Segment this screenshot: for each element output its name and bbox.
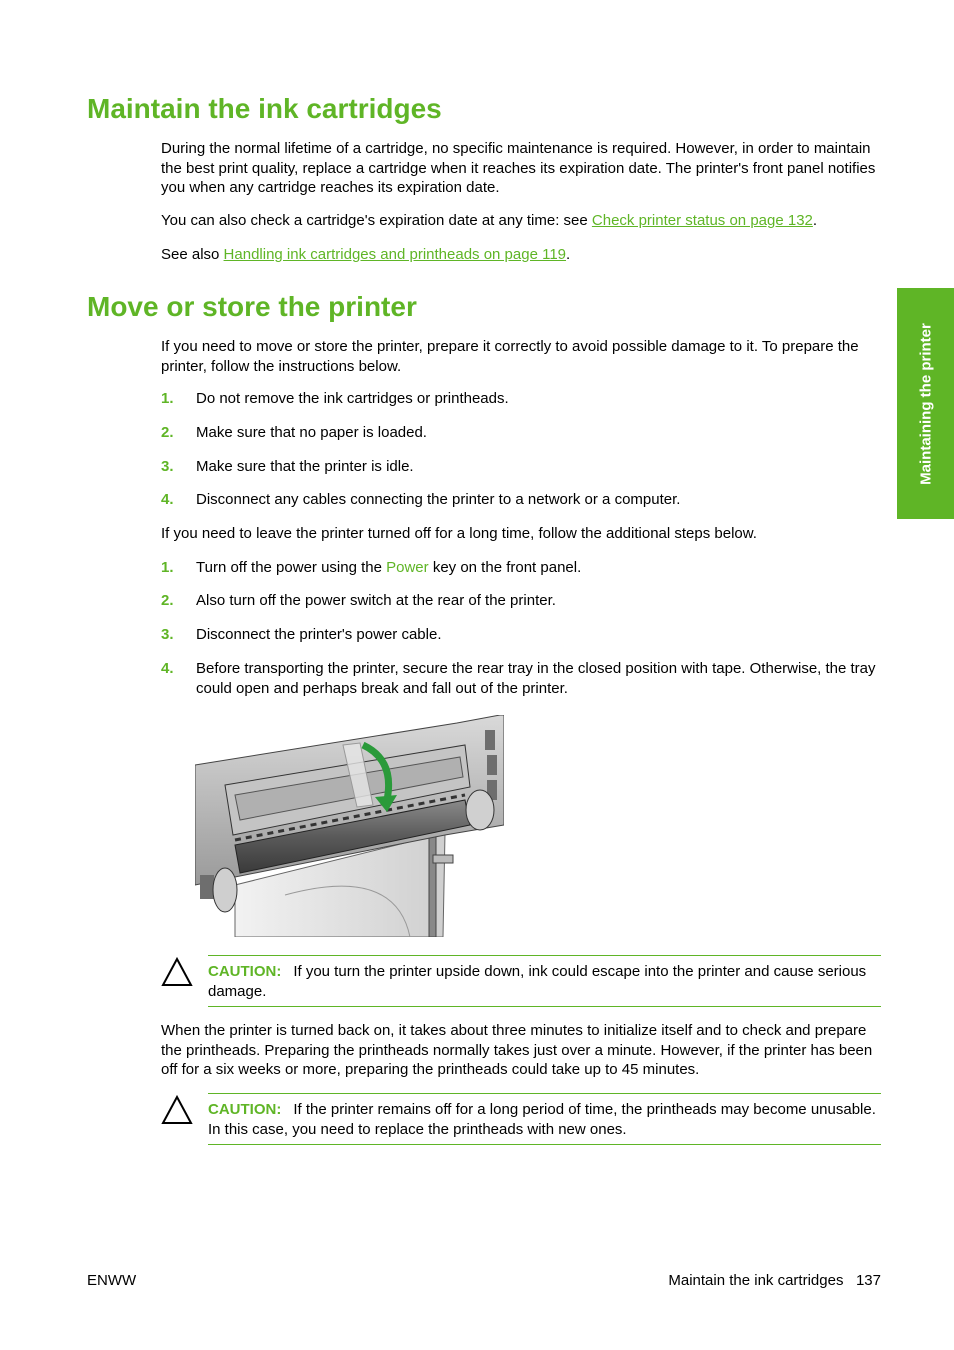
step-number: 4. bbox=[161, 491, 174, 508]
caution-message: If the printer remains off for a long period of time, the printheads may become unusable. In this case, you need to replace the printheads with new ones. bbox=[208, 1101, 876, 1138]
footer-right bbox=[668, 1272, 881, 1289]
caution-box bbox=[161, 955, 885, 1007]
caution-label: CAUTION: bbox=[208, 1101, 282, 1118]
caution-triangle-icon bbox=[161, 957, 193, 987]
footer-left: ENWW bbox=[87, 1272, 137, 1289]
link-handling-ink-cartridges[interactable]: Handling ink cartridges and printheads on page 119 bbox=[223, 246, 567, 263]
paragraph-move-intro: If you need to move or store the printer, prepare it correctly to avoid possible damage to it. To prepare the printer, follow the instructions below. bbox=[161, 338, 859, 375]
power-key-label: Power bbox=[386, 559, 429, 576]
step-text: Disconnect any cables connecting the printer to a network or a computer. bbox=[196, 491, 681, 508]
step-number: 1. bbox=[161, 559, 174, 576]
text: key on the front panel. bbox=[428, 559, 582, 576]
step-number: 1. bbox=[161, 390, 174, 407]
step-text: Disconnect the printer's power cable. bbox=[196, 626, 442, 643]
step-text: Do not remove the ink cartridges or printheads. bbox=[196, 390, 509, 407]
heading-move-or-store: Move or store the printer bbox=[87, 291, 417, 322]
text: . bbox=[566, 246, 571, 263]
step-text bbox=[196, 558, 886, 578]
paragraph-maintenance: During the normal lifetime of a cartridge, no specific maintenance is required. However, in order to maintain the best print quality, replace a cartridge when it reaches its expiration date. The printer's front panel notifies you when any cartridge reaches its expiration date. bbox=[161, 140, 876, 196]
paragraph-expiration-check bbox=[161, 211, 885, 231]
caution-label: CAUTION: bbox=[208, 963, 282, 980]
divider bbox=[208, 1006, 881, 1007]
paragraph-long-time-off: If you need to leave the printer turned off for a long time, follow the additional steps below. bbox=[161, 525, 757, 542]
page-number: 137 bbox=[855, 1272, 881, 1289]
printer-rear-tray-illustration bbox=[195, 715, 504, 937]
divider bbox=[208, 1144, 881, 1145]
chapter-side-tab bbox=[897, 288, 954, 519]
caution-text bbox=[208, 962, 881, 1001]
caution-text bbox=[208, 1100, 881, 1139]
divider bbox=[208, 955, 881, 956]
text: . bbox=[812, 212, 818, 229]
text: You can also check a cartridge's expiration date at any time: see bbox=[161, 212, 592, 229]
text: Turn off the power using the bbox=[196, 559, 387, 576]
caution-box bbox=[161, 1093, 885, 1145]
caution-triangle-icon bbox=[161, 1095, 193, 1125]
paragraph-turn-back-on: When the printer is turned back on, it takes about three minutes to initialize itself and to check and prepare the printheads. Preparing the printheads normally takes just over a minute. However, if the printer has been off for a six weeks or more, preparing the printheads could take up to 45 minutes. bbox=[161, 1022, 873, 1078]
footer-section-title: Maintain the ink cartridges bbox=[668, 1272, 844, 1289]
step-number: 3. bbox=[161, 626, 174, 643]
step-text: Make sure that the printer is idle. bbox=[196, 458, 414, 475]
heading-maintain-ink-cartridges: Maintain the ink cartridges bbox=[87, 93, 442, 124]
paragraph-see-also bbox=[161, 245, 885, 265]
text: See also bbox=[161, 246, 224, 263]
step-text: Before transporting the printer, secure the rear tray in the closed position with tape. Otherwise, the tray could open and perhaps break and fall out of the printer. bbox=[196, 660, 876, 697]
step-number: 2. bbox=[161, 592, 174, 609]
step-text: Also turn off the power switch at the rear of the printer. bbox=[196, 592, 556, 609]
caution-message: If you turn the printer upside down, ink could escape into the printer and cause serious damage. bbox=[208, 963, 867, 1000]
link-check-printer-status[interactable]: Check printer status on page 132 bbox=[591, 212, 813, 229]
divider bbox=[208, 1093, 881, 1094]
chapter-side-tab-label: Maintaining the printer bbox=[917, 322, 934, 485]
step-number: 4. bbox=[161, 660, 174, 677]
step-number: 3. bbox=[161, 458, 174, 475]
step-number: 2. bbox=[161, 424, 174, 441]
step-text: Make sure that no paper is loaded. bbox=[196, 424, 427, 441]
